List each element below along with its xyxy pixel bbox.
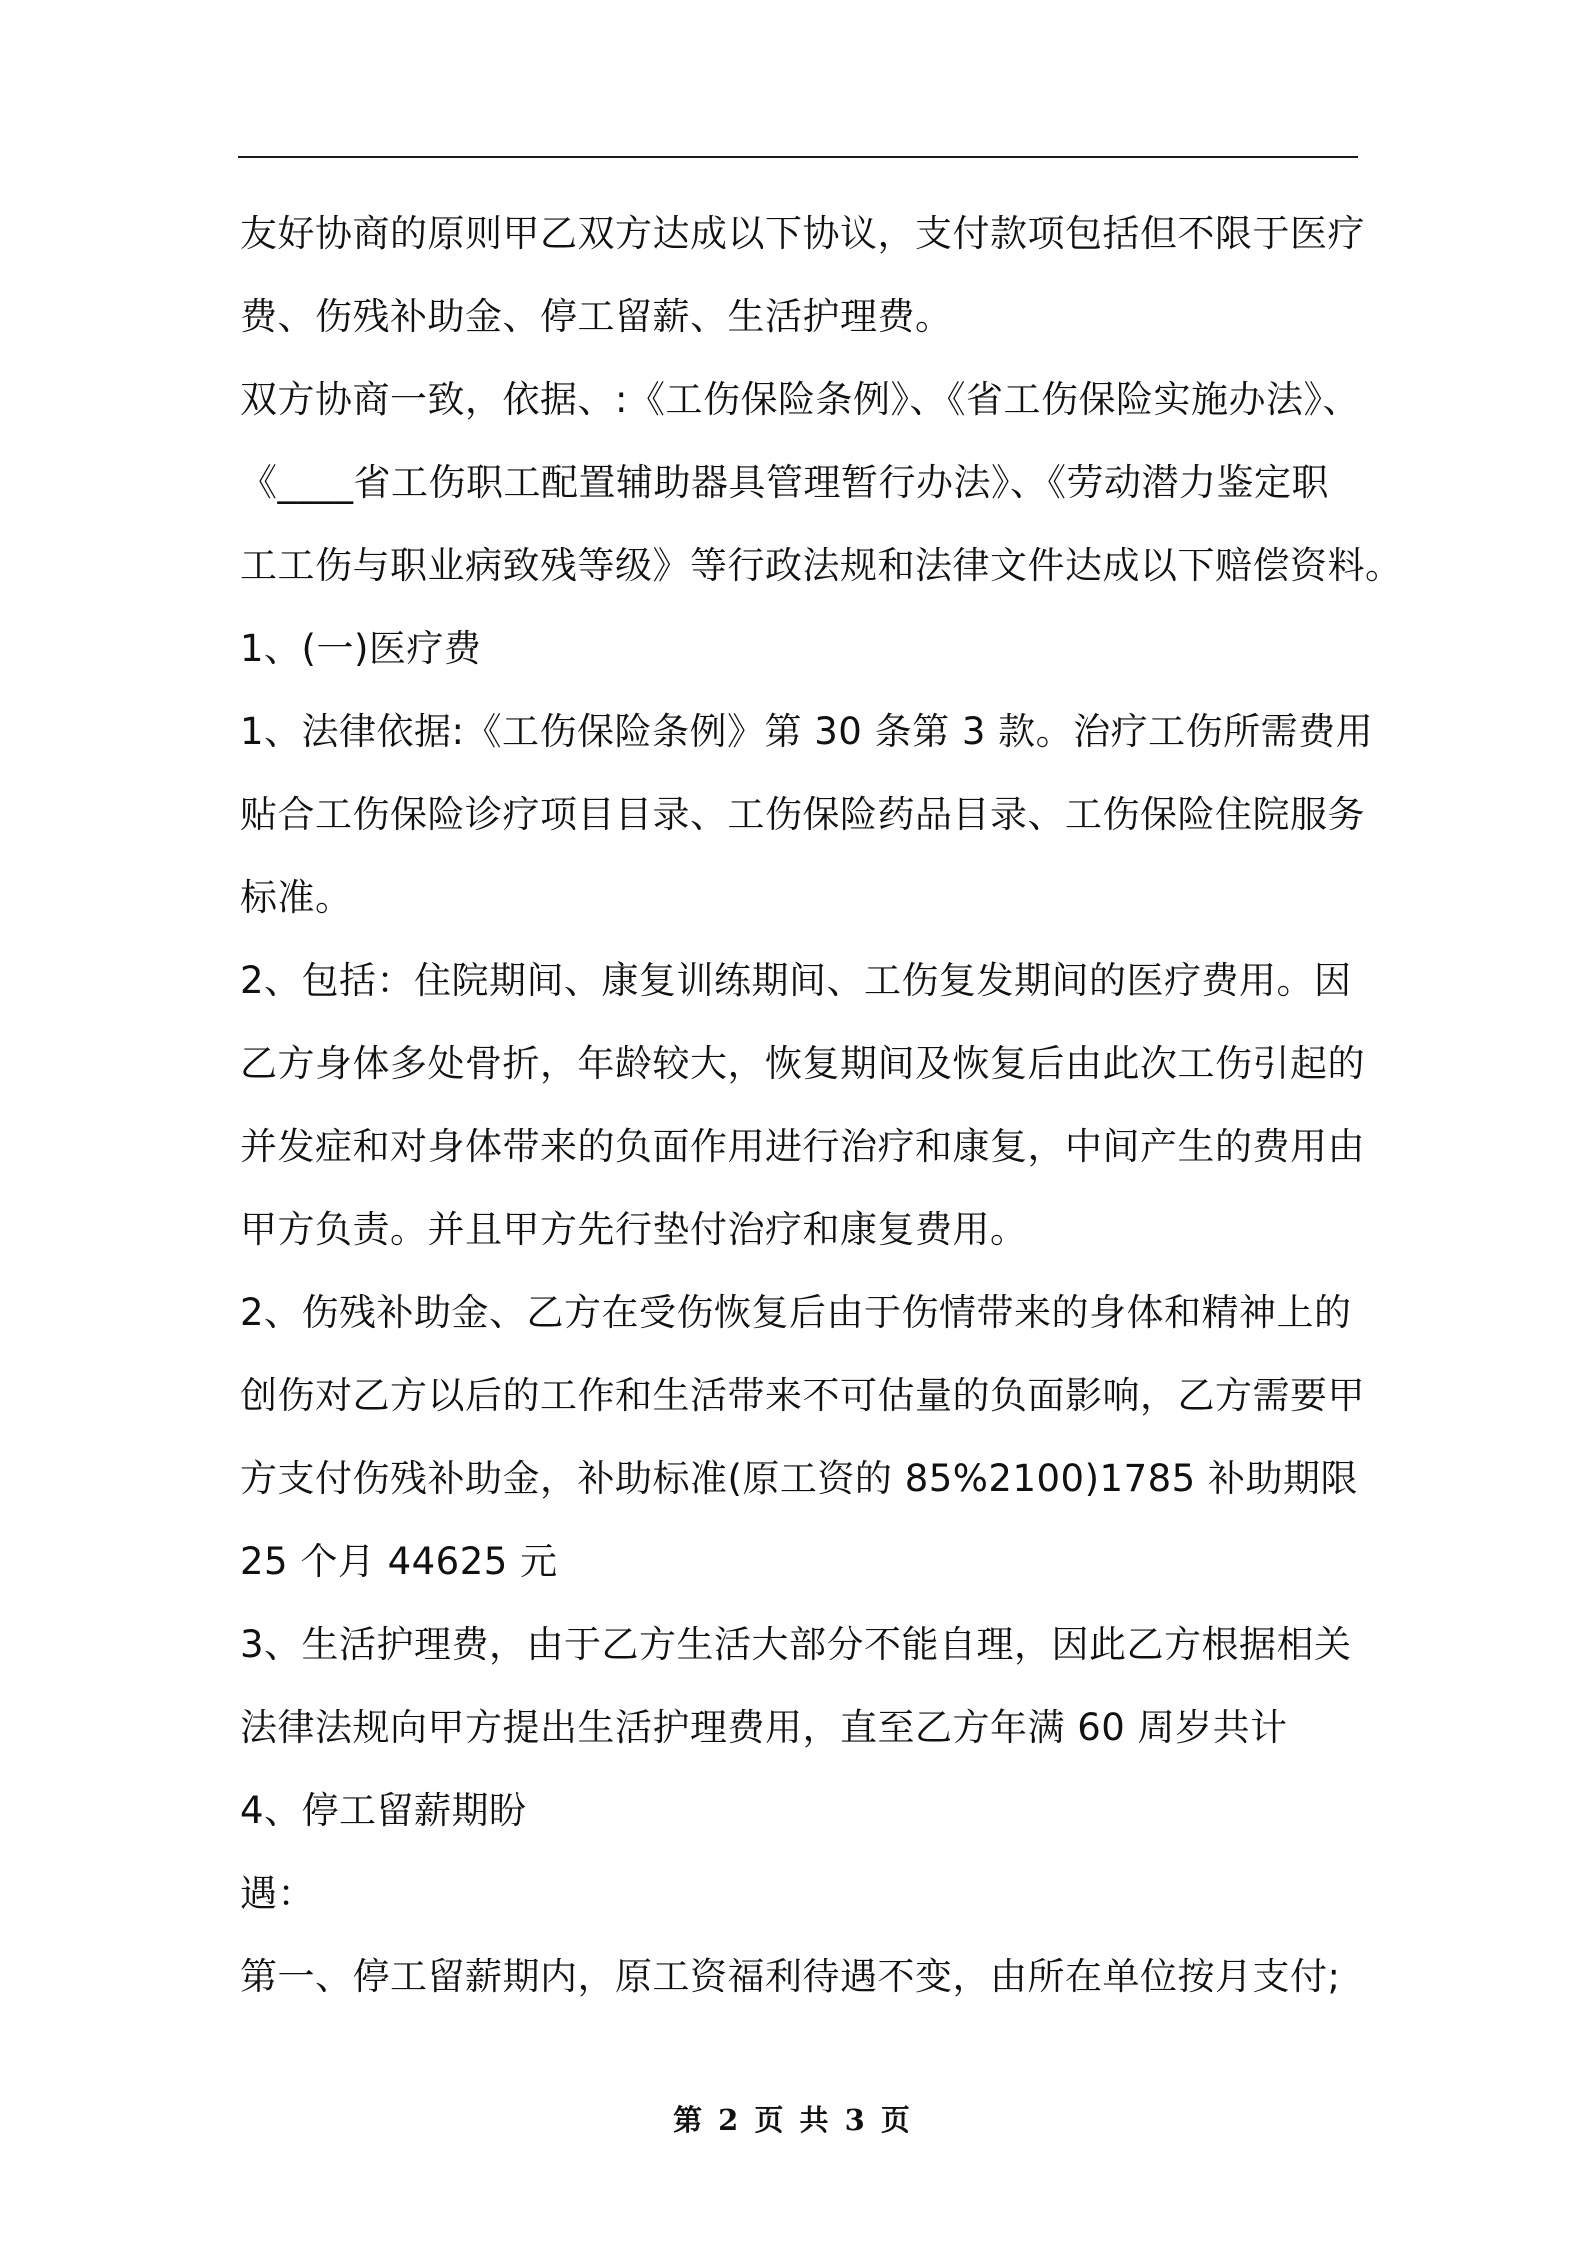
text-line: 标准。	[240, 876, 353, 919]
page-footer: 第 2 页 共 3 页	[673, 2103, 913, 2137]
document-body	[240, 192, 1403, 2018]
text-line: 3、生活护理费，由于乙方生活大部分不能自理，因此乙方根据相关	[240, 1623, 1352, 1666]
text-line: 《____省工伤职工配置辅助器具管理暂行办法》、《劳动潜力鉴定职	[240, 461, 1329, 504]
text-line: 双方协商一致，依据、:《工伤保险条例》、《省工伤保险实施办法》、	[240, 378, 1360, 421]
text-line: 创伤对乙方以后的工作和生活带来不可估量的负面影响，乙方需要甲	[240, 1374, 1365, 1417]
text-line: 法律法规向甲方提出生活护理费用，直至乙方年满 60 周岁共计	[240, 1706, 1288, 1749]
header-rule	[238, 156, 1358, 158]
text-line: 25 个月 44625 元	[240, 1540, 558, 1583]
text-line: 甲方负责。并且甲方先行垫付治疗和康复费用。	[240, 1208, 1028, 1251]
text-line: 1、法律依据:《工伤保险条例》第 30 条第 3 款。治疗工伤所需费用	[240, 710, 1374, 753]
text-line: 费、伤残补助金、停工留薪、生活护理费。	[240, 295, 953, 338]
text-line: 工工伤与职业病致残等级》等行政法规和法律文件达成以下赔偿资料。	[240, 544, 1403, 587]
text-line: 乙方身体多处骨折，年龄较大，恢复期间及恢复后由此次工伤引起的	[240, 1042, 1365, 1085]
section-heading: 1、(一)医疗费	[240, 627, 482, 670]
text-line: 2、包括：住院期间、康复训练期间、工伤复发期间的医疗费用。因	[240, 959, 1352, 1002]
text-line: 友好协商的原则甲乙双方达成以下协议，支付款项包括但不限于医疗	[240, 212, 1365, 255]
text-line: 第一、停工留薪期内，原工资福利待遇不变，由所在单位按月支付;	[240, 1955, 1341, 1998]
text-line: 并发症和对身体带来的负面作用进行治疗和康复，中间产生的费用由	[240, 1125, 1365, 1168]
text-line: 2、伤残补助金、乙方在受伤恢复后由于伤情带来的身体和精神上的	[240, 1291, 1352, 1334]
text-line: 4、停工留薪期盼	[240, 1789, 527, 1832]
text-line: 遇：	[240, 1872, 315, 1915]
text-line: 方支付伤残补助金，补助标准(原工资的 85%2100)1785 补助期限	[240, 1457, 1358, 1500]
text-line: 贴合工伤保险诊疗项目目录、工伤保险药品目录、工伤保险住院服务	[240, 793, 1365, 836]
